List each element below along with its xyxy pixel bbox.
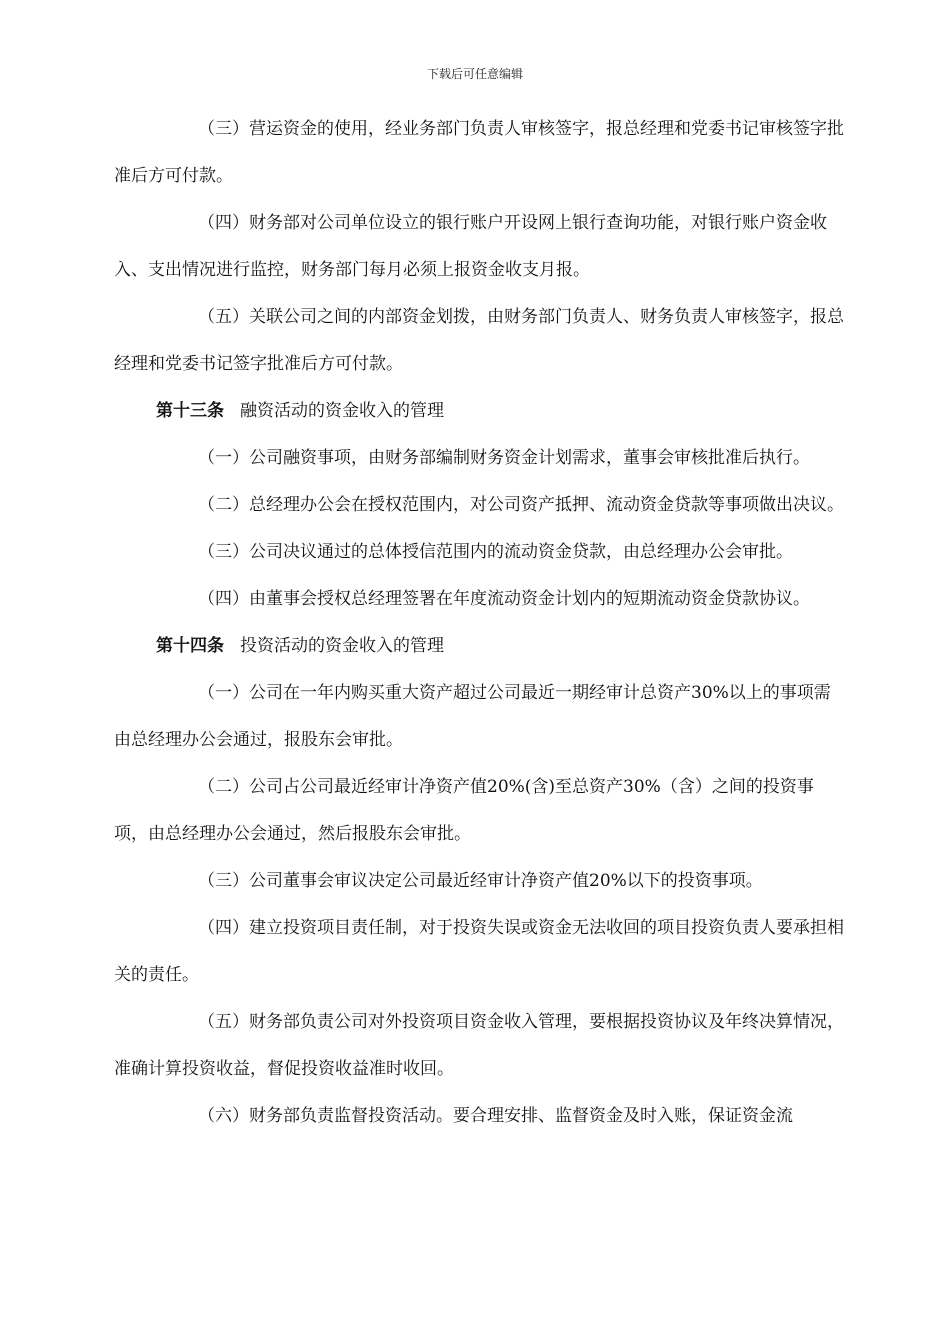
item-text: 财务部负责监督投资活动。要合理安排、监督资金及时入账，保证资金流: [249, 1106, 793, 1126]
paragraph-item: [114, 670, 844, 764]
paragraph-item: [114, 858, 844, 905]
paragraph-item: [114, 576, 844, 623]
item-number: （五）: [198, 1012, 249, 1032]
item-text: 营运资金的使用，经业务部门负责人审核签字，报总经理和党委书记审核签字批准后方可付款。: [114, 119, 844, 186]
paragraph-item: [114, 905, 844, 999]
item-number: （二）: [198, 777, 249, 797]
item-number: （四）: [198, 918, 249, 938]
item-text: 总经理办公会在授权范围内，对公司资产抵押、流动资金贷款等事项做出决议。: [249, 495, 844, 515]
item-number: （六）: [198, 1106, 249, 1126]
item-number: （三）: [198, 542, 249, 562]
paragraph-item: [114, 764, 844, 858]
item-text: 关联公司之间的内部资金划拨，由财务部门负责人、财务负责人审核签字，报总经理和党委书记签字批准后方可付款。: [114, 307, 844, 374]
paragraph-item: [114, 1093, 844, 1140]
item-number: （五）: [198, 307, 249, 327]
item-number: （三）: [198, 871, 249, 891]
header-note: 下载后可任意编辑: [426, 67, 523, 81]
article-heading: [114, 623, 844, 670]
item-number: （一）: [198, 683, 249, 703]
article-number: 第十三条: [156, 401, 224, 421]
item-text: 公司董事会审议决定公司最近经审计净资产值20%以下的投资事项。: [249, 871, 763, 891]
item-number: （四）: [198, 213, 249, 233]
item-number: （四）: [198, 589, 249, 609]
document-body: [114, 106, 844, 1140]
item-text: 财务部对公司单位设立的银行账户开设网上银行查询功能，对银行账户资金收入、支出情况进行监控，财务部门每月必须上报资金收支月报。: [114, 213, 827, 280]
paragraph-item: [114, 529, 844, 576]
item-text: 公司融资事项，由财务部编制财务资金计划需求，董事会审核批准后执行。: [249, 448, 810, 468]
item-text: 由董事会授权总经理签署在年度流动资金计划内的短期流动资金贷款协议。: [249, 589, 810, 609]
paragraph-item: [114, 999, 844, 1093]
item-number: （二）: [198, 495, 249, 515]
article-number: 第十四条: [156, 636, 224, 656]
item-text: 财务部负责公司对外投资项目资金收入管理，要根据投资协议及年终决算情况，准确计算投资收益，督促投资收益准时收回。: [114, 1012, 844, 1079]
item-number: （三）: [198, 119, 249, 139]
paragraph-item: [114, 435, 844, 482]
item-number: （一）: [198, 448, 249, 468]
article-title: 融资活动的资金收入的管理: [240, 401, 444, 421]
article-heading: [114, 388, 844, 435]
item-text: 建立投资项目责任制，对于投资失误或资金无法收回的项目投资负责人要承担相关的责任。: [114, 918, 844, 985]
item-text: 公司决议通过的总体授信范围内的流动资金贷款，由总经理办公会审批。: [249, 542, 793, 562]
item-text: 公司占公司最近经审计净资产值20%(含)至总资产30%（含）之间的投资事项，由总经理办公会通过，然后报股东会审批。: [114, 777, 814, 844]
paragraph-item: [114, 294, 844, 388]
paragraph-item: [114, 482, 844, 529]
article-title: 投资活动的资金收入的管理: [240, 636, 444, 656]
item-text: 公司在一年内购买重大资产超过公司最近一期经审计总资产30%以上的事项需由总经理办公会通过，报股东会审批。: [114, 683, 831, 750]
paragraph-item: [114, 106, 844, 200]
paragraph-item: [114, 200, 844, 294]
